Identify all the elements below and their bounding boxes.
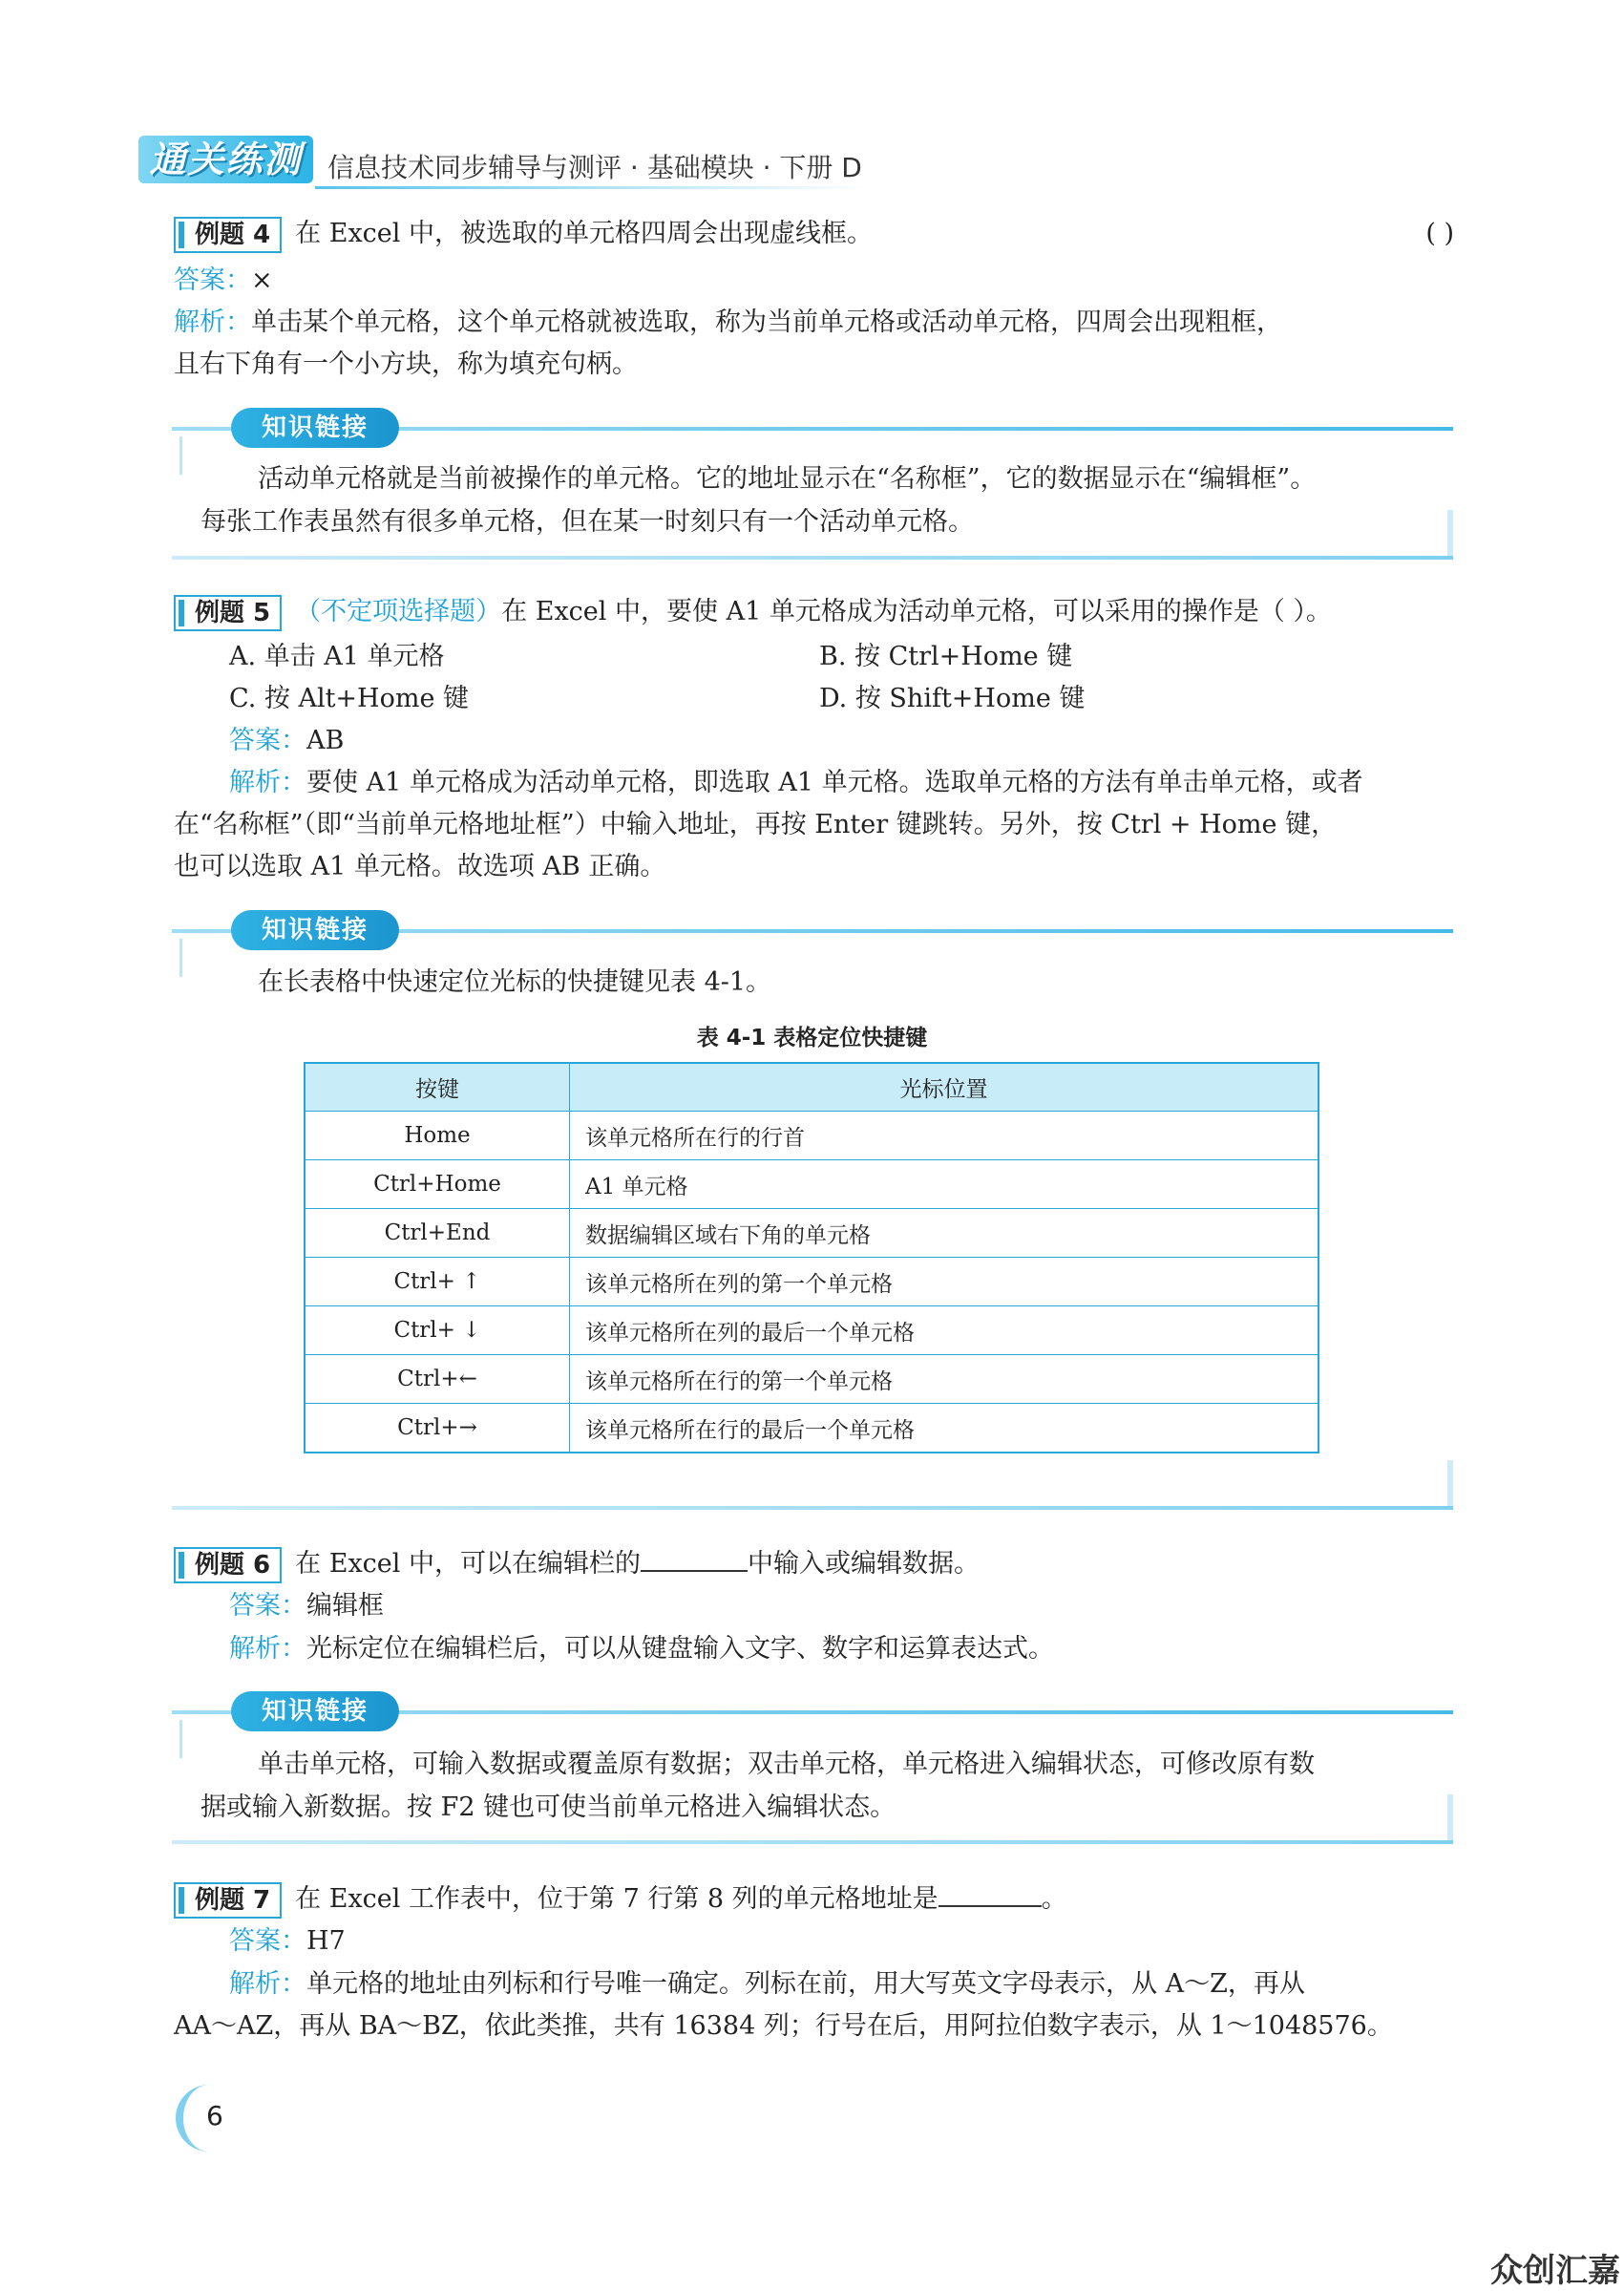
book-subtitle: 信息技术同步辅导与测评 · 基础模块 · 下册 D [327,152,862,183]
knowledge-text: 活动单元格就是当前被操作的单元格。它的地址显示在“名称框”，它的数据显示在“编辑框”。 [258,464,1317,494]
table-cell: 该单元格所在行的行首 [570,1112,1319,1160]
example-7-label: 例题 7 [174,1882,282,1919]
table-caption: 表 4-1 表格定位快捷键 [696,1026,928,1050]
table-cell: 该单元格所在列的最后一个单元格 [570,1306,1319,1355]
analysis-label: 解析： [229,1969,306,1999]
example-4-question [174,213,1454,255]
analysis-text: 单元格的地址由列标和行号唯一确定。列标在前，用大写英文字母表示，从 A～Z，再从 [306,1969,1305,1999]
example-6-answer [229,1585,1454,1627]
table-cell: Ctrl+Home [305,1160,570,1209]
table-cell: Ctrl+ ↓ [305,1306,570,1355]
table-cell: Ctrl+← [305,1355,570,1404]
knowledge-badge: 知识链接 [231,408,399,448]
example-5-answer [229,720,1454,762]
option-a: A. 单击 A1 单元格 [229,642,445,671]
example-6-analysis [229,1628,1454,1670]
answer-label: 答案： [174,265,251,295]
example-7-analysis-cont: AA～AZ，再从 BA～BZ，依此类推，共有 16384 列；行号在后，用阿拉伯数字表示，从 1～1048576。 [174,2011,1393,2041]
answer-text: 编辑框 [306,1591,384,1621]
table-cell: Ctrl+End [305,1209,570,1258]
example-5-label: 例题 5 [174,595,282,631]
example-7-analysis [229,1963,1454,2005]
example-4-answer [174,260,1454,302]
example-6-label: 例题 6 [174,1547,282,1583]
knowledge-text: 据或输入新数据。按 F2 键也可使当前单元格进入编辑状态。 [200,1792,896,1822]
answer-text: AB [306,726,345,755]
table-cell: Ctrl+→ [305,1404,570,1453]
answer-label: 答案： [229,1591,306,1621]
question-text: 在 Excel 中，可以在编辑栏的 [295,1549,641,1579]
table-cell: 该单元格所在行的最后一个单元格 [570,1404,1319,1453]
table-row [305,1160,1318,1209]
table-cell: Ctrl+ ↑ [305,1258,570,1306]
example-4-label: 例题 4 [174,217,282,253]
table-row [305,1209,1318,1258]
shortcut-table [304,1062,1319,1453]
analysis-text: 光标定位在编辑栏后，可以从键盘输入文字、数字和运算表达式。 [306,1634,1054,1664]
table-cell: Home [305,1112,570,1160]
brand-logo: 通关练测 [138,136,313,183]
option-b: B. 按 Ctrl+Home 键 [819,642,1073,671]
analysis-text: 且右下角有一个小方块，称为填充句柄。 [174,350,638,379]
page-number-badge [176,2085,243,2152]
knowledge-box-1 [172,414,1453,560]
analysis-text: 要使 A1 单元格成为活动单元格，即选取 A1 单元格。选取单元格的方法有单击单元格，或者 [306,768,1363,797]
example-5-analysis-cont: 在“名称框”（即“当前单元格地址框”）中输入地址，再按 Enter 键跳转。另外，按 Ctrl + Home 键， [174,810,1338,839]
knowledge-box-3 [172,1697,1453,1844]
knowledge-badge: 知识链接 [231,910,399,950]
question-type: （不定项选择题） [295,597,502,626]
example-5-analysis [229,762,1454,804]
fill-blank [939,1877,1042,1907]
table-header: 按键 [305,1063,570,1112]
example-5-question [174,591,1454,633]
analysis-label: 解析： [229,1634,306,1664]
table-cell: 该单元格所在行的第一个单元格 [570,1355,1319,1404]
knowledge-text: 单击单元格，可输入数据或覆盖原有数据；双击单元格，单元格进入编辑状态，可修改原有数 [258,1750,1315,1779]
knowledge-badge: 知识链接 [231,1691,399,1731]
answer-parens: ( ) [1425,219,1454,248]
table-row [305,1112,1318,1160]
header-divider [315,186,869,189]
option-c: C. 按 Alt+Home 键 [229,684,470,713]
table-row [305,1258,1318,1306]
answer-label: 答案： [229,1926,306,1956]
watermark: 众创汇嘉 [1490,2252,1620,2290]
page-number: 6 [206,2100,223,2132]
knowledge-text: 在长表格中快速定位光标的快捷键见表 4-1。 [258,967,772,997]
knowledge-text: 每张工作表虽然有很多单元格，但在某一时刻只有一个活动单元格。 [200,507,974,537]
table-cell: 该单元格所在列的第一个单元格 [570,1258,1319,1306]
table-header: 光标位置 [570,1063,1319,1112]
fill-blank [641,1541,748,1572]
example-6-question [174,1541,1454,1585]
answer-text: H7 [306,1926,346,1956]
example-5-analysis-cont: 也可以选取 A1 单元格。故选项 AB 正确。 [174,852,666,881]
table-row [305,1404,1318,1453]
question-text: 在 Excel 中，要使 A1 单元格成为活动单元格，可以采用的操作是（ ）。 [501,597,1332,626]
example-4-analysis [174,302,1454,344]
answer-text: × [251,265,273,295]
example-7-answer [229,1920,1454,1962]
question-text: 在 Excel 工作表中，位于第 7 行第 8 列的单元格地址是 [295,1884,939,1914]
option-d: D. 按 Shift+Home 键 [819,684,1086,713]
analysis-label: 解析： [229,768,306,797]
table-row [305,1306,1318,1355]
example-7-question [174,1877,1454,1920]
answer-label: 答案： [229,726,306,755]
analysis-label: 解析： [174,308,251,337]
analysis-text: 单击某个单元格，这个单元格就被选取，称为当前单元格或活动单元格，四周会出现粗框， [251,308,1282,337]
question-text: 中输入或编辑数据。 [748,1549,980,1579]
example-4-analysis-cont [174,344,1454,386]
table-cell: 数据编辑区域右下角的单元格 [570,1209,1319,1258]
table-cell: A1 单元格 [570,1160,1319,1209]
question-text: 在 Excel 中，被选取的单元格四周会出现虚线框。 [295,219,873,248]
table-row [305,1355,1318,1404]
question-text: 。 [1041,1884,1067,1914]
